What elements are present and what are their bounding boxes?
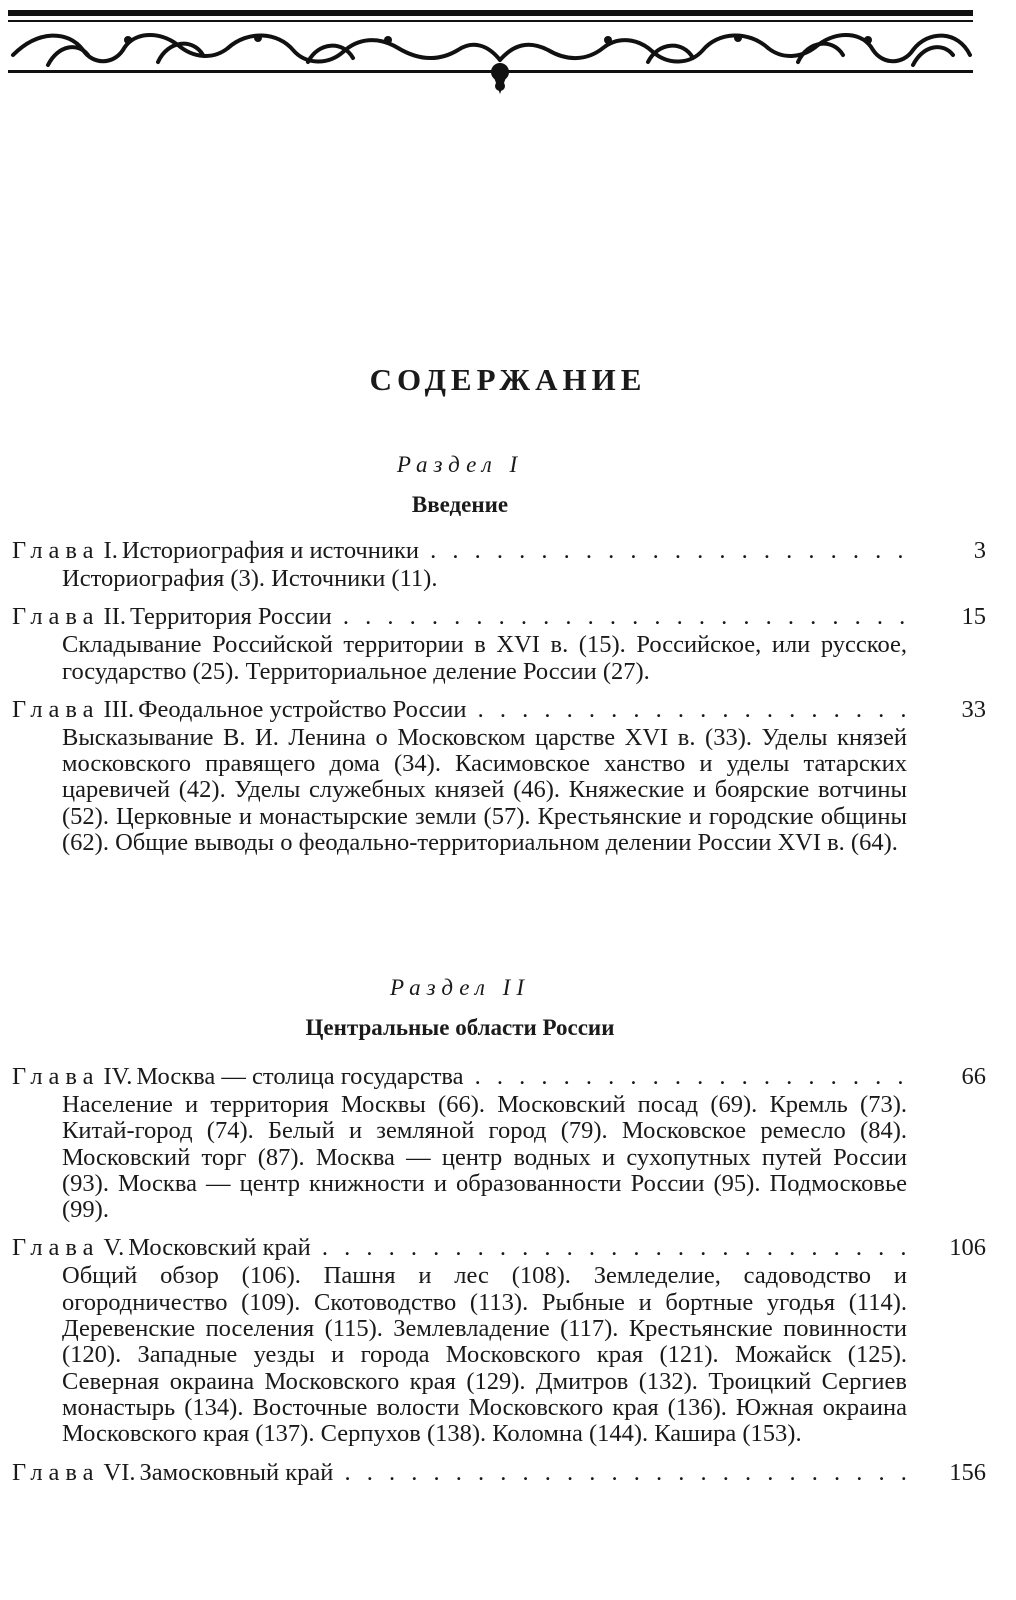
chapter-description: Общий обзор (106). Пашня и лес (108). Земледелие, садоводство и огородничество (109). Скотоводство (113). Рыбные и бортные угодья (114). Деревенские поселения (115). Землевладение (117). Крестьянские повинности (120). Западные уезды и города Московского края (121). Можайск (125). Северная окраина Московского края (129). Дмитров (132). Троицкий Сергиев монастырь (134). Восточные волости Московского края (136). Южная окраина Московского края (137). Серпухов (138). Коломна (144). Кашира (153). — [62, 1262, 907, 1448]
chapter-heading — [12, 602, 912, 632]
chapter-number: II. — [103, 603, 126, 631]
chapter-title: Территория России — [130, 603, 332, 631]
chapter-word: Глава — [12, 1063, 100, 1090]
chapter-entry — [0, 695, 1016, 856]
chapter-heading — [12, 1458, 912, 1488]
chapter-title: Московский край — [128, 1234, 311, 1262]
chapter-heading — [12, 536, 912, 566]
section-label: Раздел I — [396, 452, 524, 477]
chapter-title: Феодальное устройство России — [138, 695, 467, 723]
section-1-chapters — [0, 536, 1016, 856]
chapter-heading — [12, 1233, 912, 1263]
chapter-word: Глава — [12, 1458, 100, 1486]
chapter-word: Глава — [12, 603, 100, 631]
chapter-page-number: 156 — [949, 1458, 986, 1486]
chapter-title: Замосковный край — [139, 1458, 334, 1486]
chapter-heading — [12, 695, 912, 725]
chapter-word: Глава — [12, 695, 100, 723]
section-title: Центральные области России — [305, 1015, 615, 1040]
chapter-entry — [0, 1458, 1016, 1488]
chapter-word: Глава — [12, 537, 100, 564]
section-label: Раздел II — [390, 975, 530, 1000]
chapter-title: Историография и источники — [121, 537, 419, 564]
chapter-page-number: 66 — [961, 1063, 986, 1090]
chapter-heading — [12, 1062, 912, 1092]
chapter-entry — [0, 602, 1016, 685]
chapter-number: V. — [103, 1234, 125, 1262]
chapter-description: Складывание Российской территории в XVI в. (15). Российское, или русское, государство (25). Территориальное деление России (27). — [62, 631, 907, 685]
chapter-description: Высказывание В. И. Ленина о Московском царстве XVI в. (33). Уделы князей московского правящего дома (34). Касимовское ханство и уделы татарских царевичей (42). Уделы служебных князей (46). Княжеские и боярские вотчины (52). Церковные и монастырские земли (57). Крестьянские и городские общины (62). Общие выводы о феодально-территориальном делении России XVI в. (64). — [62, 723, 907, 857]
chapter-description: Историография (3). Источники (11). — [62, 565, 438, 592]
chapter-number: VI. — [103, 1458, 136, 1486]
chapter-page-number: 106 — [949, 1234, 986, 1262]
chapter-page-number: 33 — [961, 695, 986, 723]
chapter-entry — [0, 536, 1016, 592]
section-title: Введение — [411, 492, 509, 517]
chapter-entry — [0, 1062, 1016, 1223]
chapter-number: IV. — [103, 1063, 133, 1090]
page-title: СОДЕРЖАНИЕ — [369, 362, 647, 397]
decorative-header-ornament-icon — [8, 10, 998, 100]
chapter-entry — [0, 1233, 1016, 1447]
chapter-number: III. — [103, 695, 135, 723]
chapter-page-number: 15 — [961, 603, 986, 631]
chapter-word: Глава — [12, 1234, 100, 1262]
chapter-number: I. — [103, 537, 118, 564]
chapter-page-number: 3 — [973, 537, 986, 564]
section-2-chapters — [0, 1062, 1016, 1488]
chapter-title: Москва — столица государства — [136, 1063, 464, 1090]
chapter-description: Население и территория Москвы (66). Московский посад (69). Кремль (73). Китай-город (74). Белый и земляной город (79). Московское ремесло (84). Московский торг (87). Москва — центр водных и сухопутных путей России (93). Москва — центр книжности и образованности России (95). Подмосковье (99). — [62, 1091, 907, 1224]
